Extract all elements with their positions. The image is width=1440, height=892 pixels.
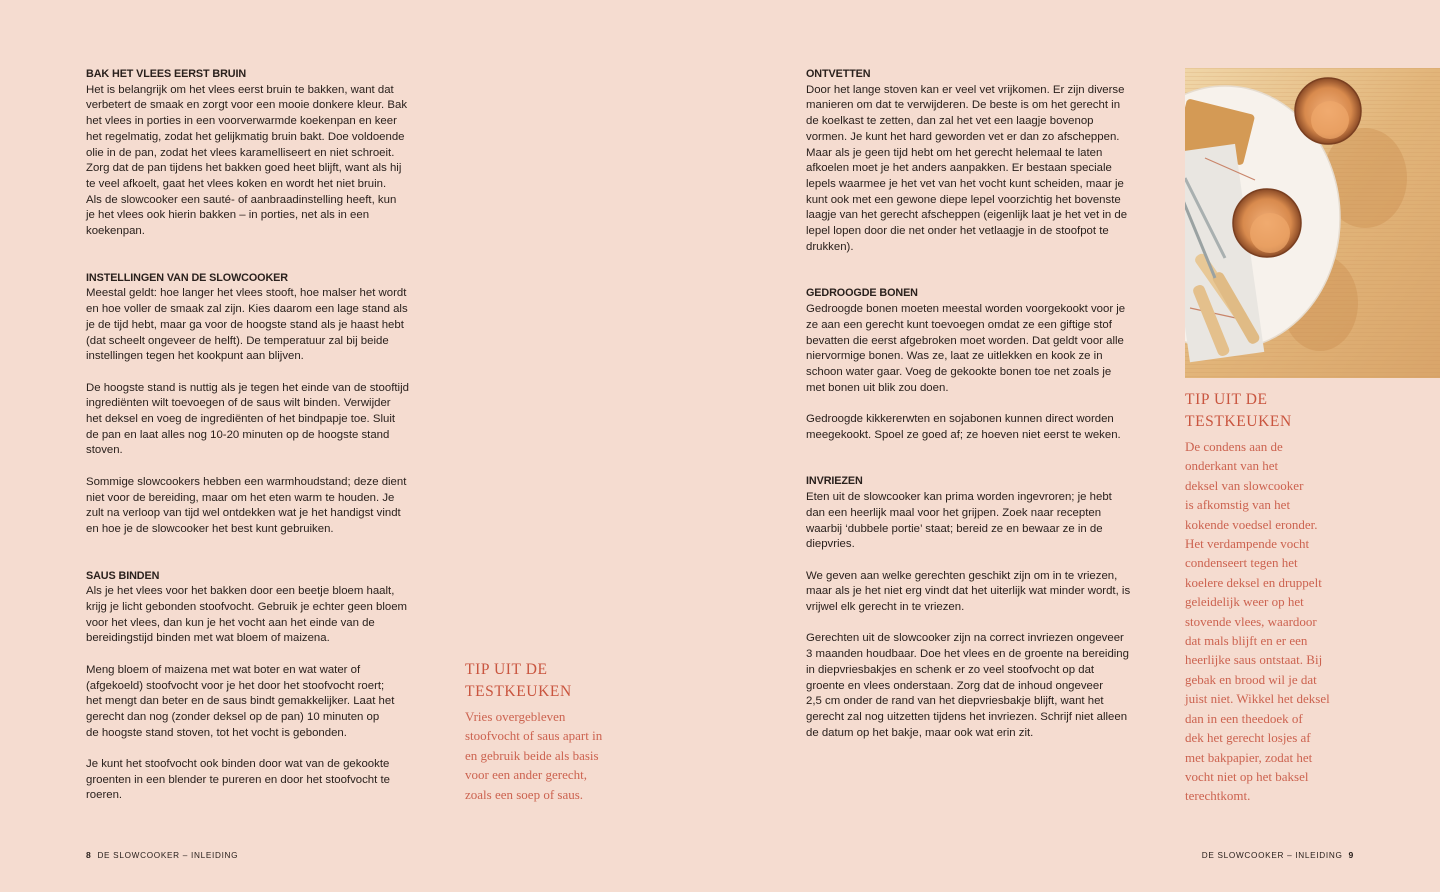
tip-title: TIP UIT DE TESTKEUKEN <box>1185 391 1292 430</box>
section-invriezen <box>806 474 1168 741</box>
footer-right <box>1202 850 1354 860</box>
running-head: DE SLOWCOOKER – INLEIDING <box>97 851 239 860</box>
section-heading: BAK HET VLEES EERST BRUIN <box>86 68 247 80</box>
page-number: 9 <box>1348 850 1354 860</box>
section-paragraph: Meestal geldt: hoe langer het vlees stooft, hoe malser het wordt en hoe voller de smaak zal zijn. Kies daarom een lage stand als je de tijd hebt, maar ga voor de hoogste stand als je haast hebt (dat scheelt ongeveer de helft). De temperatuur zal bij beide instellingen tegen het kookpunt aan blijven. <box>86 287 408 363</box>
tip-box-right <box>1185 389 1365 806</box>
section-paragraph: Gedroogde bonen moeten meestal worden voorgekookt voor je ze aan een gerecht kunt toevoegen omdat ze een giftige stof bevatten die eerst afgebroken moet worden. Dat geldt voor alle niervormige bonen. Was ze, laat ze uitlekken en kook ze in schoon water gaar. Voeg de gekookte bonen toe net zoals je met bonen uit blik zou doen. <box>806 303 1126 394</box>
section-paragraph: Gerechten uit de slowcooker zijn na correct invriezen ongeveer 3 maanden houdbaar. Doe het vlees en de groente na bereiding in diepvriesbakjes en schenk er zo veel stoofvocht op dat groente en vlees onderstaan. Zorg dat de inhoud ongeveer 2,5 cm onder de rand van het diepvriesbakje blijft, want het gerecht zal nog uitzetten tijdens het invriezen. Schrijf niet alleen de datum op het bakje, maar ook wat erin zit. <box>806 632 1129 739</box>
section-gedroogde-bonen <box>806 286 1168 443</box>
tip-box-left <box>465 659 645 804</box>
section-instellingen <box>86 271 448 538</box>
left-page-column <box>86 67 448 804</box>
section-paragraph: Eten uit de slowcooker kan prima worden ingevroren; je hebt dan een heerlijk maal voor het grijpen. Zoek naar recepten waarbij ‘dubbele portie’ staat; bereid ze en bewaar ze in de diepvries. <box>806 491 1112 551</box>
section-paragraph: Het is belangrijk om het vlees eerst bruin te bakken, want dat verbetert de smaak en zorgt voor een mooie donkere kleur. Bak het vlees in porties in een voorverwarmde koekenpan en keer het regelmatig, zodat het gelijkmatig bruin bakt. Doe voldoende olie in de pan, zodat het vlees karamelliseert en niet schroeit. Zorg dat de pan tijdens het bakken goed heet blijft, want als hij te veel afkoelt, gaat het vlees koken en wordt het niet bruin. Als de slowcooker een sauté- of aanbraadinstelling heeft, kun je het vlees ook hierin bakken – in porties, net als in een koekenpan. <box>86 83 408 238</box>
running-head: DE SLOWCOOKER – INLEIDING <box>1201 851 1343 860</box>
section-paragraph: Je kunt het stoofvocht ook binden door wat van de gekookte groenten in een blender te pureren en door het stoofvocht te roeren. <box>86 758 390 802</box>
section-saus-binden <box>86 569 448 805</box>
section-heading: INSTELLINGEN VAN DE SLOWCOOKER <box>86 271 288 284</box>
section-paragraph: De hoogste stand is nuttig als je tegen het einde van de stooftijd ingrediënten wilt toevoegen of de saus wilt binden. Verwijder het deksel en voeg de ingrediënten of het bindpapje toe. Sluit de pan en laat alles nog 10-20 minuten op de hoogste stand stoven. <box>86 381 409 457</box>
section-heading: INVRIEZEN <box>806 475 863 488</box>
section-paragraph: Door het lange stoven kan er veel vet vrijkomen. Er zijn diverse manieren om dat te verwijderen. De beste is om het gerecht in de koelkast te zetten, dan zal het vet een laagje bovenop vormen. Je kunt het hard geworden vet er dan zo afscheppen. Maar als je geen tijd hebt om het gerecht helemaal te laten afkoelen moet je het anders aanpakken. Er bestaan speciale lepels waarmee je het vet van het vocht kunt scheiden, maar je kunt ook met een gewone diepe lepel voorzichtig het bovenste laagje van het gerecht afscheppen (eigenlijk laat je het vet in de lepel lopen door die net onder het vetlaagje in de stoofpot te drukken). <box>806 83 1128 253</box>
right-page-column <box>806 67 1168 741</box>
section-paragraph: Sommige slowcookers hebben een warmhoudstand; deze dient niet voor de bereiding, maar om het eten warm te houden. Je zult na verloop van tijd wel ontdekken wat je het handigst vindt en hoe je de slowcooker het best kunt gebruiken. <box>86 475 407 535</box>
section-paragraph: Gedroogde kikkererwten en sojabonen kunnen direct worden meegekookt. Spoel ze goed af; ze hoeven niet eerst te weken. <box>806 413 1121 441</box>
tableware-photo <box>1185 68 1440 378</box>
page-number: 8 <box>86 850 92 860</box>
section-paragraph: We geven aan welke gerechten geschikt zijn om in te vriezen, maar als je het niet erg vindt dat het uiterlijk wat minder wordt, is vrijwel elk gerecht in te vriezen. <box>806 569 1131 614</box>
tip-text: De condens aan de onderkant van het deksel van slowcooker is afkomstig van het kokende voedsel eronder. Het verdampende vocht condenseert tegen het koelere deksel en druppelt geleidelijk weer op het stovende vlees, waardoor dat mals blijft en er een heerlijke saus ontstaat. Bij gebak en brood wil je dat juist niet. Wikkel het deksel dan in een theedoek of dek het gerecht losjes af met bakpapier, zodat het vocht niet op het baksel terechtkomt. <box>1185 439 1330 804</box>
tip-text: Vries overgebleven stoofvocht of saus apart in en gebruik beide als basis voor een ander gerecht, zoals een soep of saus. <box>465 709 603 802</box>
section-paragraph: Meng bloem of maizena met wat boter en wat water of (afgekoeld) stoofvocht voor je het door het stoofvocht roert; het mengt dan beter en de saus bindt gemakkelijker. Laat het gerecht dan nog (zonder deksel op de pan) 10 minuten op de hoogste stand stoven, tot het vocht is gebonden. <box>86 663 395 739</box>
section-ontvetten <box>806 67 1168 255</box>
tip-title: TIP UIT DE TESTKEUKEN <box>465 661 572 700</box>
section-heading: ONTVETTEN <box>806 68 871 80</box>
section-heading: GEDROOGDE BONEN <box>806 287 918 300</box>
section-bak-het-vlees <box>86 67 448 240</box>
section-paragraph: Als je het vlees voor het bakken door een beetje bloem haalt, krijg je licht gebonden stoofvocht. Gebruik je echter geen bloem voor het vlees, dan kun je het vocht aan het einde van de bereidingstijd binden met wat bloem of maizena. <box>86 585 408 645</box>
section-heading: SAUS BINDEN <box>86 569 160 582</box>
footer-left <box>86 850 238 860</box>
